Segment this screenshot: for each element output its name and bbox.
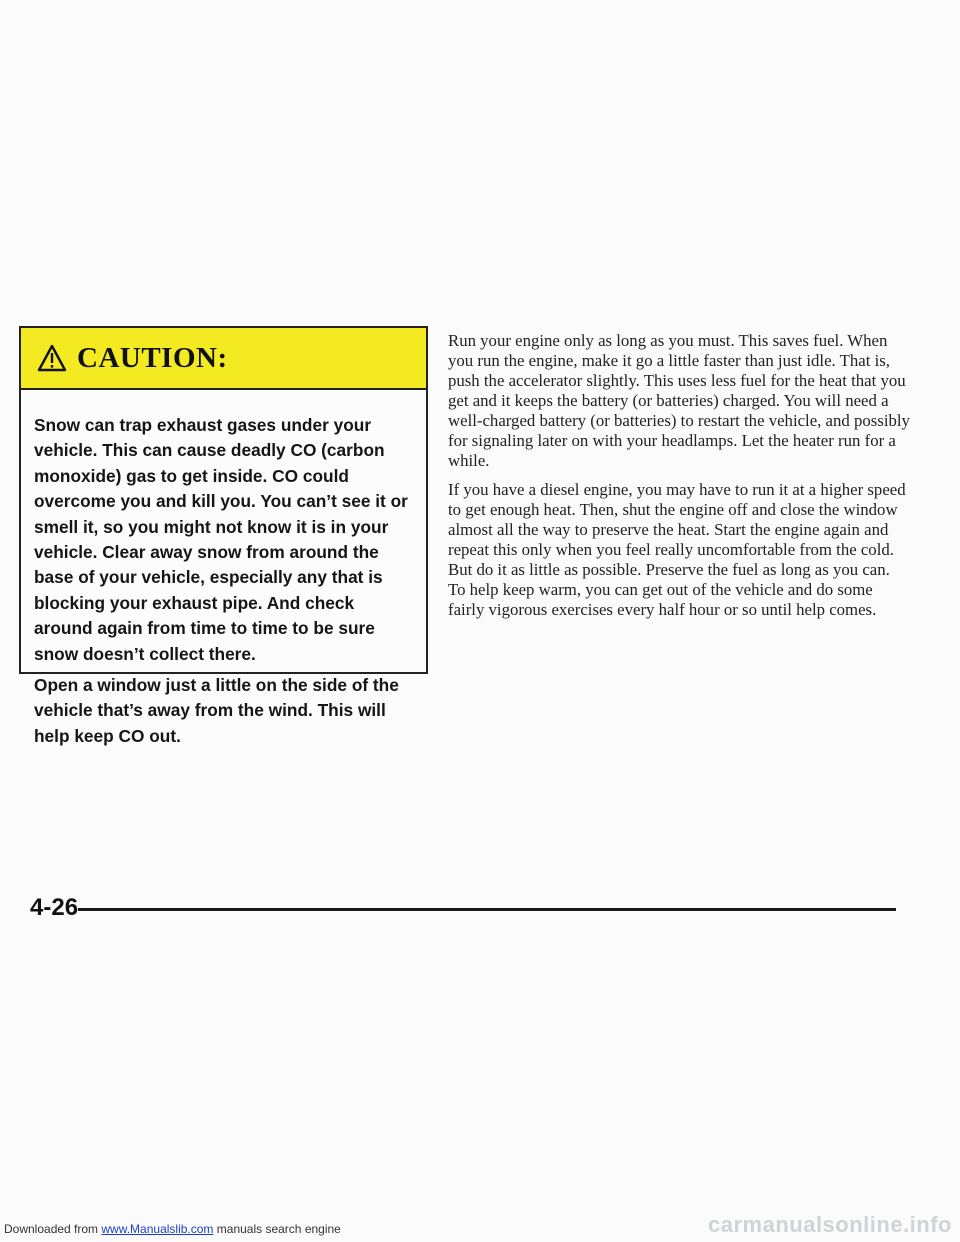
watermark-prefix: Downloaded from [4, 1222, 102, 1236]
body-text [448, 331, 910, 629]
download-watermark [4, 1222, 341, 1236]
caution-text [34, 413, 416, 755]
watermark-suffix: manuals search engine [213, 1222, 341, 1236]
caution-paragraph: Open a window just a little on the side of the vehicle that’s away from the wind. This will help keep CO out. [34, 675, 399, 746]
manualslib-link[interactable]: www.Manualslib.com [101, 1222, 214, 1236]
footer-divider [78, 908, 896, 911]
caution-title: CAUTION: [77, 341, 228, 374]
caution-paragraph: Snow can trap exhaust gases under your vehicle. This can cause deadly CO (carbon monoxide) gas to get inside. CO could overcome you and kill you. You can’t see it or smell it, so you might not know it is in your vehicle. Clear away snow from around the base of your vehicle, especially any that is blocking your exhaust pipe. And check around again from time to time to be sure snow doesn’t collect there. [34, 415, 408, 664]
body-paragraph: If you have a diesel engine, you may have to run it at a higher speed to get enough heat. Then, shut the engine off and close the window almost all the way to preserve the heat. Start the engine again and repeat this only when you feel really uncomfortable from the cold. But do it as little as possible. Preserve the fuel as long as you can. To help keep warm, you can get out of the vehicle and do some fairly vigorous exercises every half hour or so until help comes. [448, 480, 906, 619]
body-paragraph: Run your engine only as long as you must. This saves fuel. When you run the engine, make it go a little faster than just idle. That is, push the accelerator slightly. This uses less fuel for the heat that you get and it keeps the battery (or batteries) charged. You will need a well-charged battery (or batteries) to restart the vehicle, and possibly for signaling later on with your headlamps. Let the heater run for a while. [448, 331, 910, 470]
caution-header [21, 328, 426, 390]
page-number: 4-26 [30, 894, 79, 921]
site-watermark: carmanualsonline.info [708, 1212, 952, 1237]
warning-triangle-icon [37, 344, 67, 372]
caution-box [19, 326, 428, 746]
